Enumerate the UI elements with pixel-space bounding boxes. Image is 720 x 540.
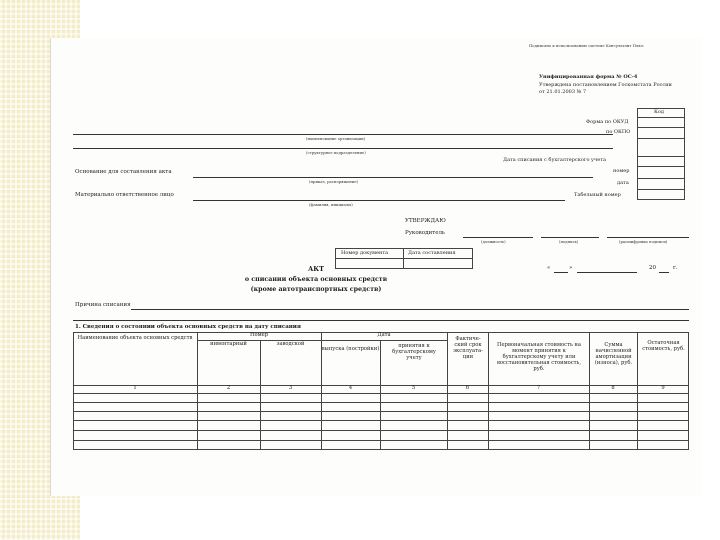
col-num-8: 8 <box>611 385 615 392</box>
col-num-7: 7 <box>536 385 541 392</box>
docnum-number-header: Номер документа <box>341 250 389 256</box>
col-accept-header: принятия к бухгалтерскому учету <box>392 343 436 361</box>
col-num-2: 2 <box>226 385 231 392</box>
act-subtitle-2: (кроме автотранспортных средств) <box>250 286 382 293</box>
act-title: АКТ <box>307 265 325 273</box>
table-row <box>73 430 689 440</box>
tabel-label: Табельный номер <box>574 192 621 198</box>
reason-label: Причина списания <box>75 302 131 308</box>
col-number-header: Номер <box>249 332 269 339</box>
basis-caption: (приказ, распоряжение) <box>309 179 359 184</box>
col-service-header: Фактиче-ский срок эксплуата-ции <box>453 336 483 360</box>
org-caption: (наименование организации) <box>306 136 366 141</box>
year-label: 20 <box>649 265 656 271</box>
year-suffix: г. <box>673 265 678 271</box>
col-num-3: 3 <box>288 385 293 392</box>
col-inventory-header: инвентарный <box>210 341 247 348</box>
form-approved: Утверждена постановлением Госкомстата России <box>539 82 672 88</box>
accounting-date-label: Дата списания с бухгалтерского учета <box>503 157 607 163</box>
approve-title: УТВЕРЖДАЮ <box>405 218 446 224</box>
col-name-header: Наименование объекта основных средств <box>77 335 193 342</box>
col-num-9: 9 <box>661 385 665 392</box>
responsible-caption: (фамилия, инициалы) <box>309 202 353 207</box>
table-row <box>73 393 689 402</box>
docnum-date-header: Дата составления <box>408 250 456 256</box>
col-num-1: 1 <box>133 385 137 392</box>
col-num-5: 5 <box>411 385 416 392</box>
date-quote-open: « <box>547 265 551 271</box>
sig-name-caption: (расшифровка подписи) <box>619 239 668 244</box>
sig-signature-caption: (подпись) <box>559 239 579 244</box>
number-label: номер <box>613 168 630 174</box>
form-date: от 21.01.2003 № 7 <box>539 89 587 95</box>
section-1-title: 1. Сведения о состоянии объекта основных средств на дату списания <box>75 324 301 330</box>
approval-note: Подписано к использованию системе Консультант Плюс <box>529 43 644 48</box>
code-header: Код <box>654 109 664 115</box>
okud-label: Форма по ОКУД <box>586 119 629 125</box>
form-title: Унифицированная форма № ОС-4 <box>539 74 638 80</box>
col-date-header: Дата <box>377 332 391 339</box>
table-row <box>73 411 689 420</box>
table-row <box>73 420 689 430</box>
codes-box <box>637 108 685 200</box>
table-row <box>73 440 689 450</box>
col-initial-header: Первоначальная стоимость на момент принятия к бухгалтерскому учету или восстановительная стоимость, руб. <box>496 342 582 372</box>
col-num-4: 4 <box>348 385 353 392</box>
sig-position-caption: (должность) <box>481 239 506 244</box>
responsible-label: Материально ответственное лицо <box>75 192 174 198</box>
col-residual-header: Остаточная стоимость, руб. <box>642 340 685 352</box>
document-page <box>50 38 701 496</box>
basis-label: Основание для составления акта <box>75 169 172 175</box>
col-depreciation-header: Сумма начисленной амортизации (износа), руб. <box>594 342 633 366</box>
col-num-6: 6 <box>465 385 470 392</box>
unit-caption: (структурное подразделение) <box>306 150 366 155</box>
okpo-label: по ОКПО <box>606 129 631 135</box>
date-label: дата <box>617 180 629 186</box>
col-release-header: выпуска (постройки) <box>321 346 380 353</box>
act-subtitle: о списании объекта основных средств <box>244 276 388 283</box>
table-row <box>73 402 689 411</box>
date-quote-close: » <box>569 265 573 271</box>
col-factory-header: заводской <box>276 341 305 348</box>
head-label: Руководитель <box>405 230 445 236</box>
